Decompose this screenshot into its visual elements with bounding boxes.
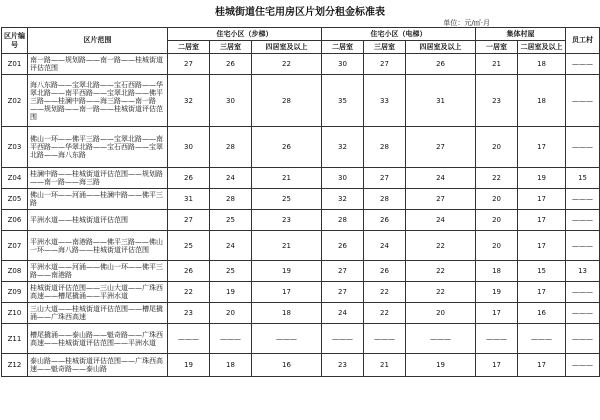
rent-value-cell: 26 — [168, 261, 210, 282]
table-row — [2, 127, 600, 168]
rent-value-cell: 22 — [252, 54, 322, 75]
col-header-stair: 住宅小区（步梯） — [168, 28, 322, 41]
rent-value-cell: ——— — [566, 54, 600, 75]
rent-value-cell: 17 — [518, 282, 566, 303]
rent-value-cell: 22 — [364, 282, 406, 303]
table-row — [2, 210, 600, 231]
rent-value-cell: 33 — [364, 75, 406, 127]
zone-code-cell: Z05 — [2, 189, 28, 210]
col-header-zone-code: 区片编号 — [2, 28, 28, 54]
rent-value-cell: 24 — [210, 168, 252, 189]
rent-value-cell: 18 — [518, 54, 566, 75]
rent-value-cell: 32 — [322, 189, 364, 210]
rent-value-cell: 25 — [210, 210, 252, 231]
zone-range-cell: 平洲水道——河涌——佛山一环——佛平三路——南港路 — [28, 261, 168, 282]
rent-value-cell: 30 — [168, 127, 210, 168]
zone-code-cell: Z02 — [2, 75, 28, 127]
zone-range-cell: 桂城街道评估范围——三山大道——广珠西高速——槽尾撬涌——平洲水道 — [28, 282, 168, 303]
rent-value-cell: ——— — [476, 324, 518, 354]
rent-value-cell: 23 — [252, 210, 322, 231]
col-header-zone-range: 区片范围 — [28, 28, 168, 54]
table-row — [2, 324, 600, 354]
header-row-1 — [2, 28, 600, 41]
unit-note: 单位：元/㎡·月 — [443, 19, 490, 27]
rent-value-cell: 27 — [364, 54, 406, 75]
rent-value-cell: ——— — [566, 324, 600, 354]
col-header-staff-village: 员工村 — [566, 28, 600, 54]
rent-value-cell: 26 — [210, 54, 252, 75]
rent-value-cell: 24 — [406, 168, 476, 189]
rent-value-cell: 17 — [476, 303, 518, 324]
col-header-village: 集体村屋 — [476, 28, 566, 41]
rent-value-cell: 32 — [322, 127, 364, 168]
rent-value-cell: 21 — [476, 54, 518, 75]
zone-range-cell: 佛山一环——佛平三路——宝翠北路——南平西路——华翠北路——宝石西路——宝翠北路——海八东路 — [28, 127, 168, 168]
rent-value-cell: 27 — [322, 261, 364, 282]
rent-value-cell: 16 — [518, 303, 566, 324]
rent-value-cell: 27 — [322, 282, 364, 303]
rent-value-cell: 23 — [168, 303, 210, 324]
rent-value-cell: 20 — [476, 231, 518, 261]
rent-value-cell: 23 — [476, 75, 518, 127]
rent-value-cell: 27 — [168, 54, 210, 75]
rent-value-cell: 13 — [566, 261, 600, 282]
zone-code-cell: Z07 — [2, 231, 28, 261]
rent-value-cell: 26 — [322, 231, 364, 261]
sub-header: 四居室及以上 — [252, 41, 322, 54]
rent-value-cell: 32 — [168, 75, 210, 127]
rent-value-cell: 17 — [518, 354, 566, 377]
rent-value-cell: 28 — [322, 210, 364, 231]
rent-value-cell: 17 — [252, 282, 322, 303]
rent-value-cell: 25 — [168, 231, 210, 261]
sub-header: 四居室及以上 — [406, 41, 476, 54]
rent-value-cell: 17 — [518, 210, 566, 231]
col-header-elevator: 住宅小区（电梯） — [322, 28, 476, 41]
zone-code-cell: Z03 — [2, 127, 28, 168]
rent-value-cell: 22 — [406, 231, 476, 261]
rent-value-cell: 28 — [364, 127, 406, 168]
rent-value-cell: ——— — [566, 189, 600, 210]
rent-value-cell: 22 — [168, 282, 210, 303]
rent-value-cell: 26 — [168, 168, 210, 189]
table-row — [2, 261, 600, 282]
rent-value-cell: 22 — [406, 261, 476, 282]
rent-value-cell: 28 — [210, 189, 252, 210]
rent-value-cell: ——— — [566, 75, 600, 127]
rent-value-cell: 19 — [518, 168, 566, 189]
rent-value-cell: 20 — [476, 189, 518, 210]
zone-range-cell: 槽尾撬涌——泰山路——魁奇路——广珠西高速——桂城街道评估范围——平洲水道 — [28, 324, 168, 354]
sub-header: 三居室 — [210, 41, 252, 54]
rent-value-cell: 25 — [210, 261, 252, 282]
rent-value-cell: 25 — [252, 189, 322, 210]
rent-value-cell: ——— — [518, 324, 566, 354]
rent-value-cell: 19 — [476, 282, 518, 303]
sub-header: 三居室 — [364, 41, 406, 54]
rent-value-cell: 28 — [210, 127, 252, 168]
table-row — [2, 54, 600, 75]
rent-value-cell: 18 — [476, 261, 518, 282]
rent-value-cell: 24 — [406, 210, 476, 231]
zone-range-cell: 平洲水道——桂城街道评估范围 — [28, 210, 168, 231]
zone-code-cell: Z01 — [2, 54, 28, 75]
rent-value-cell: ——— — [168, 324, 210, 354]
rent-value-cell: 22 — [364, 303, 406, 324]
zone-range-cell: 三山大道——桂城街道评估范围——槽尾撬涌——广珠西高速 — [28, 303, 168, 324]
rent-standard-table — [1, 27, 600, 377]
rent-value-cell: 20 — [476, 127, 518, 168]
rent-value-cell: 17 — [518, 189, 566, 210]
rent-value-cell: 18 — [252, 303, 322, 324]
rent-value-cell: 31 — [168, 189, 210, 210]
rent-value-cell: ——— — [322, 324, 364, 354]
rent-value-cell: 21 — [364, 354, 406, 377]
rent-value-cell: 15 — [566, 168, 600, 189]
zone-range-cell: 平洲水道——南港路——佛平三路——佛山一环——海八路——桂城街道评估范围 — [28, 231, 168, 261]
rent-value-cell: ——— — [566, 354, 600, 377]
rent-value-cell: 19 — [210, 282, 252, 303]
table-row — [2, 75, 600, 127]
sub-header: 二居室 — [168, 41, 210, 54]
table-row — [2, 189, 600, 210]
zone-code-cell: Z10 — [2, 303, 28, 324]
rent-value-cell: 18 — [518, 75, 566, 127]
zone-range-cell: 桂澜中路——桂城街道评估范围——规划路——南一路——海三路 — [28, 168, 168, 189]
table-row — [2, 303, 600, 324]
zone-range-cell: 泰山路——桂城街道评估范围——广珠西高速——魁奇路——泰山路 — [28, 354, 168, 377]
rent-value-cell: 35 — [322, 75, 364, 127]
sub-header: 一居室 — [476, 41, 518, 54]
zone-code-cell: Z06 — [2, 210, 28, 231]
rent-value-cell: 15 — [518, 261, 566, 282]
sub-header: 二居室及以上 — [518, 41, 566, 54]
rent-value-cell: ——— — [566, 282, 600, 303]
zone-range-cell: 佛山一环——河涌——桂澜中路——佛平三路 — [28, 189, 168, 210]
zone-code-cell: Z12 — [2, 354, 28, 377]
rent-value-cell: 21 — [252, 168, 322, 189]
rent-value-cell: 19 — [252, 261, 322, 282]
rent-value-cell: 31 — [406, 75, 476, 127]
rent-value-cell: 18 — [210, 354, 252, 377]
rent-value-cell: 24 — [322, 303, 364, 324]
zone-range-cell: 海八东路——宝翠北路——宝石西路——华翠北路——南平西路——宝翠北路——佛平三路——桂澜中路——海三路——南一路——规划路——南一路——桂城街道评估范围 — [28, 75, 168, 127]
rent-value-cell: 30 — [210, 75, 252, 127]
rent-value-cell: 27 — [364, 168, 406, 189]
rent-value-cell: 23 — [322, 354, 364, 377]
rent-value-cell: 24 — [364, 231, 406, 261]
sub-header: 二居室 — [322, 41, 364, 54]
rent-value-cell: 17 — [518, 127, 566, 168]
zone-code-cell: Z09 — [2, 282, 28, 303]
rent-value-cell: 16 — [252, 354, 322, 377]
rent-value-cell: 22 — [476, 168, 518, 189]
rent-value-cell: ——— — [364, 324, 406, 354]
rent-value-cell: 27 — [168, 210, 210, 231]
table-row — [2, 168, 600, 189]
rent-value-cell: 24 — [210, 231, 252, 261]
rent-value-cell: ——— — [406, 324, 476, 354]
rent-value-cell: 27 — [406, 127, 476, 168]
rent-value-cell: ——— — [566, 231, 600, 261]
rent-value-cell: 26 — [364, 210, 406, 231]
rent-value-cell: 20 — [476, 210, 518, 231]
rent-value-cell: 26 — [364, 261, 406, 282]
rent-value-cell: 20 — [210, 303, 252, 324]
rent-value-cell: 28 — [364, 189, 406, 210]
rent-value-cell: 27 — [406, 189, 476, 210]
rent-value-cell: 19 — [168, 354, 210, 377]
rent-value-cell: ——— — [566, 210, 600, 231]
table-row — [2, 282, 600, 303]
rent-value-cell: 17 — [476, 354, 518, 377]
rent-value-cell: 26 — [406, 54, 476, 75]
rent-value-cell: 21 — [252, 231, 322, 261]
rent-value-cell: 20 — [406, 303, 476, 324]
rent-value-cell: 30 — [322, 168, 364, 189]
rent-value-cell: ——— — [566, 303, 600, 324]
rent-value-cell: ——— — [566, 127, 600, 168]
rent-value-cell: ——— — [210, 324, 252, 354]
zone-code-cell: Z08 — [2, 261, 28, 282]
table-row — [2, 354, 600, 377]
zone-code-cell: Z11 — [2, 324, 28, 354]
table-row — [2, 231, 600, 261]
rent-value-cell: 19 — [406, 354, 476, 377]
rent-value-cell: ——— — [252, 324, 322, 354]
rent-value-cell: 30 — [322, 54, 364, 75]
page-title: 桂城街道住宅用房区片划分租金标准表 — [215, 7, 385, 18]
rent-value-cell: 26 — [252, 127, 322, 168]
rent-value-cell: 28 — [252, 75, 322, 127]
zone-code-cell: Z04 — [2, 168, 28, 189]
rent-value-cell: 22 — [406, 282, 476, 303]
rent-value-cell: 17 — [518, 231, 566, 261]
zone-range-cell: 南一路——规划路——南一路——桂城街道评估范围 — [28, 54, 168, 75]
